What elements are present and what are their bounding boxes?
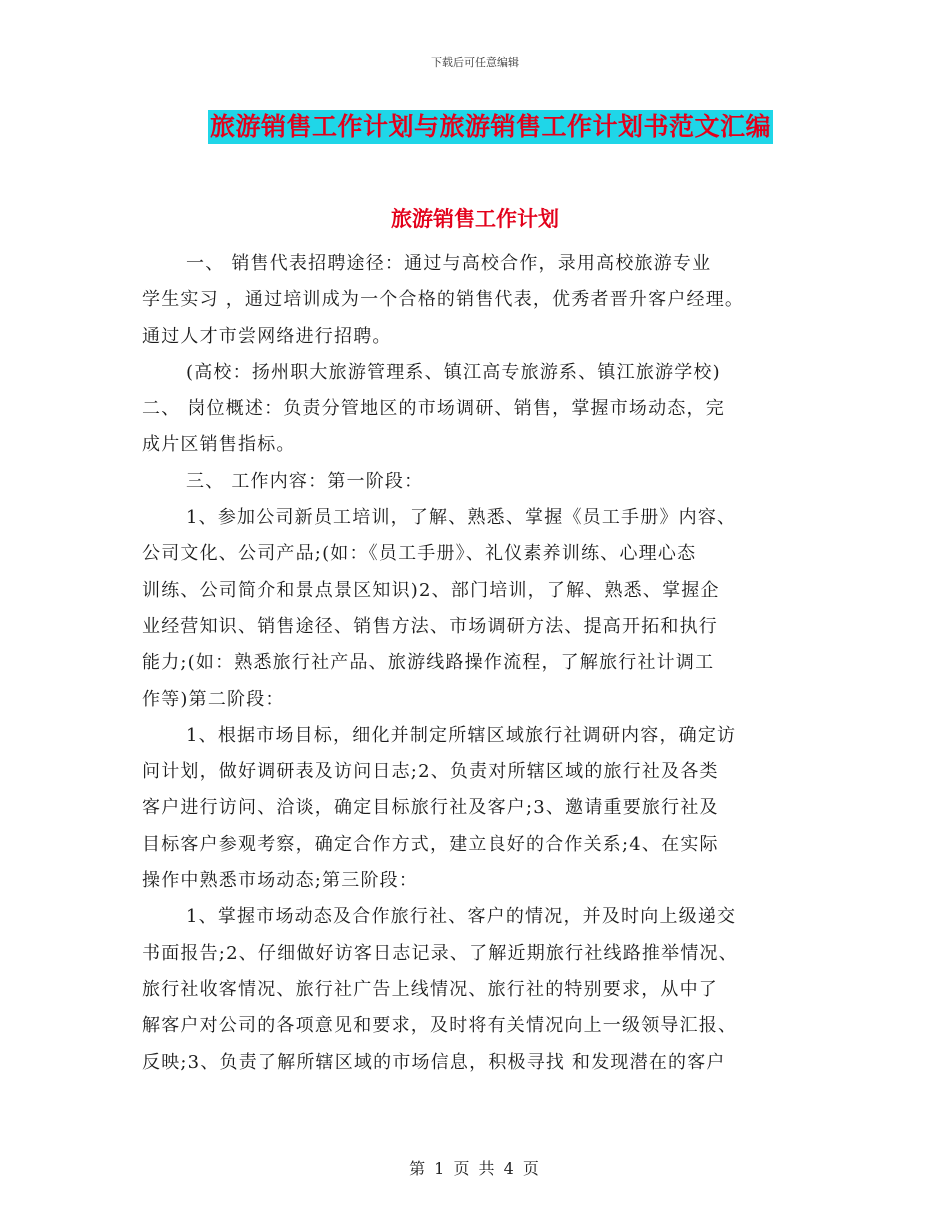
body-line: 作等)第二阶段： — [142, 688, 285, 710]
body-line: 问计划，做好调研表及访问日志;2、负责对所辖区域的旅行社及各类 — [142, 761, 719, 783]
body-line: 一、 销售代表招聘途径：通过与高校合作，录用高校旅游专业 — [186, 253, 712, 274]
body-line: 学生实习 ，通过培训成为一个合格的销售代表，优秀者晋升客户经理。 — [142, 289, 745, 311]
body-line: 反映;3、负责了解所辖区域的市场信息，积极寻找 和发现潜在的客户 — [142, 1051, 726, 1073]
body-line: 成片区销售指标。 — [142, 434, 296, 456]
document-title: 旅游销售工作计划与旅游销售工作计划书范文汇编 — [208, 110, 773, 144]
body-line: 1、参加公司新员工培训，了解、熟悉、掌握《员工手册》内容、 — [186, 507, 737, 529]
header-note: 下载后可任意编辑 — [431, 56, 519, 69]
page-number-footer: 第 1 页 共 4 页 — [409, 1159, 541, 1178]
body-line: 1、掌握市场动态及合作旅行社、客户的情况，并及时向上级递交 — [186, 906, 737, 928]
body-line: (高校：扬州职大旅游管理系、镇江高专旅游系、镇江旅游学校) — [186, 361, 721, 383]
body-line: 书面报告;2、仔细做好访客日志记录、了解近期旅行社线路推举情况、 — [142, 942, 738, 964]
body-line: 操作中熟悉市场动态;第三阶段： — [142, 870, 419, 892]
body-line: 三、 工作内容：第一阶段： — [186, 470, 424, 492]
body-line: 能力;(如：熟悉旅行社产品、旅游线路操作流程，了解旅行社计调工 — [142, 652, 715, 674]
body-line: 旅行社收客情况、旅行社广告上线情况、旅行社的特别要求，从中了 — [142, 978, 718, 1000]
body-line: 训练、公司简介和景点景区知识)2、部门培训，了解、熟悉、掌握企 — [142, 579, 720, 601]
body-line: 1、根据市场目标，细化并制定所辖区域旅行社调研内容，确定访 — [186, 724, 737, 746]
body-line: 客户进行访问、洽谈，确定目标旅行社及客户;3、邀请重要旅行社及 — [142, 797, 719, 819]
body-line: 解客户对公司的各项意见和要求，及时将有关情况向上一级领导汇报、 — [142, 1015, 738, 1037]
section-title: 旅游销售工作计划 — [391, 207, 559, 231]
document-body — [142, 246, 812, 1081]
body-line: 公司文化、公司产品;(如：《员工手册》、礼仪素养训练、心理心态 — [142, 543, 697, 565]
body-line: 目标客户参观考察，确定合作方式，建立良好的合作关系;4、在实际 — [142, 833, 719, 855]
body-line: 业经营知识、销售途径、销售方法、市场调研方法、提高开拓和执行 — [142, 615, 718, 637]
body-line: 通过人才市尝网络进行招聘。 — [142, 325, 392, 347]
body-line: 二、 岗位概述：负责分管地区的市场调研、销售，掌握市场动态，完 — [142, 398, 725, 420]
